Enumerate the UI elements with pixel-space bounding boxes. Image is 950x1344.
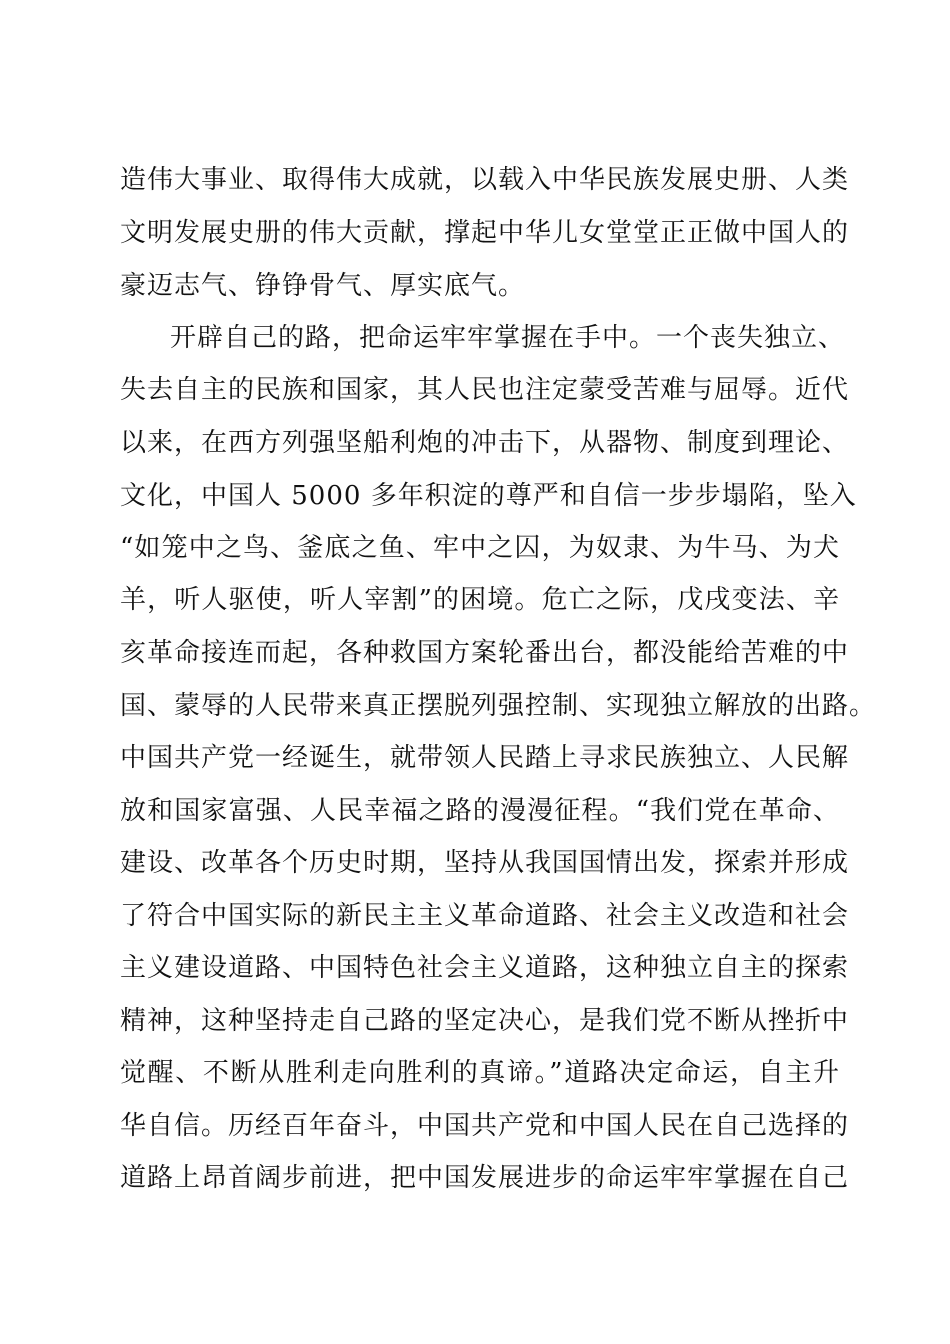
text-line: 道路上昂首阔步前进，把中国发展进步的命运牢牢掌握在自己: [120, 1163, 850, 1193]
text-line: 觉醒、不断从胜利走向胜利的真谛。”道路决定命运，自主升: [120, 1058, 840, 1088]
text-line: “如笼中之鸟、釜底之鱼、牢中之囚，为奴隶、为牛马、为犬: [120, 533, 840, 563]
text-line: 失去自主的民族和国家，其人民也注定蒙受苦难与屈辱。近代: [120, 375, 850, 405]
text-line: 豪迈志气、铮铮骨气、厚实底气。: [120, 271, 526, 301]
text-line: 精神，这种坚持走自己路的坚定决心，是我们党不断从挫折中: [120, 1006, 850, 1036]
text-line: 文明发展史册的伟大贡献，撑起中华儿女堂堂正正做中国人的: [120, 218, 850, 248]
text-line: 文化，中国人 5000 多年积淀的尊严和自信一步步塌陷，坠入: [120, 481, 857, 511]
paragraph-first-line: 开辟自己的路，把命运牢牢掌握在手中。一个丧失独立、: [170, 323, 846, 353]
text-line: 国、蒙辱的人民带来真正摆脱列强控制、实现独立解放的出路。: [120, 691, 877, 721]
text-line: 羊，听人驱使，听人宰割”的困境。危亡之际，戊戌变法、辛: [120, 585, 840, 615]
text-line: 华自信。历经百年奋斗，中国共产党和中国人民在自己选择的: [120, 1111, 850, 1141]
text-line: 放和国家富强、人民幸福之路的漫漫征程。“我们党在革命、: [120, 796, 840, 826]
text-line: 中国共产党一经诞生，就带领人民踏上寻求民族独立、人民解: [120, 743, 850, 773]
text-line: 了符合中国实际的新民主主义革命道路、社会主义改造和社会: [120, 901, 850, 931]
text-line: 造伟大事业、取得伟大成就，以载入中华民族发展史册、人类: [120, 165, 850, 195]
text-line: 主义建设道路、中国特色社会主义道路，这种独立自主的探索: [120, 953, 850, 983]
text-line: 建设、改革各个历史时期，坚持从我国国情出发，探索并形成: [120, 848, 850, 878]
text-line: 亥革命接连而起，各种救国方案轮番出台，都没能给苦难的中: [120, 638, 850, 668]
text-line: 以来，在西方列强坚船利炮的冲击下，从器物、制度到理论、: [120, 428, 850, 458]
